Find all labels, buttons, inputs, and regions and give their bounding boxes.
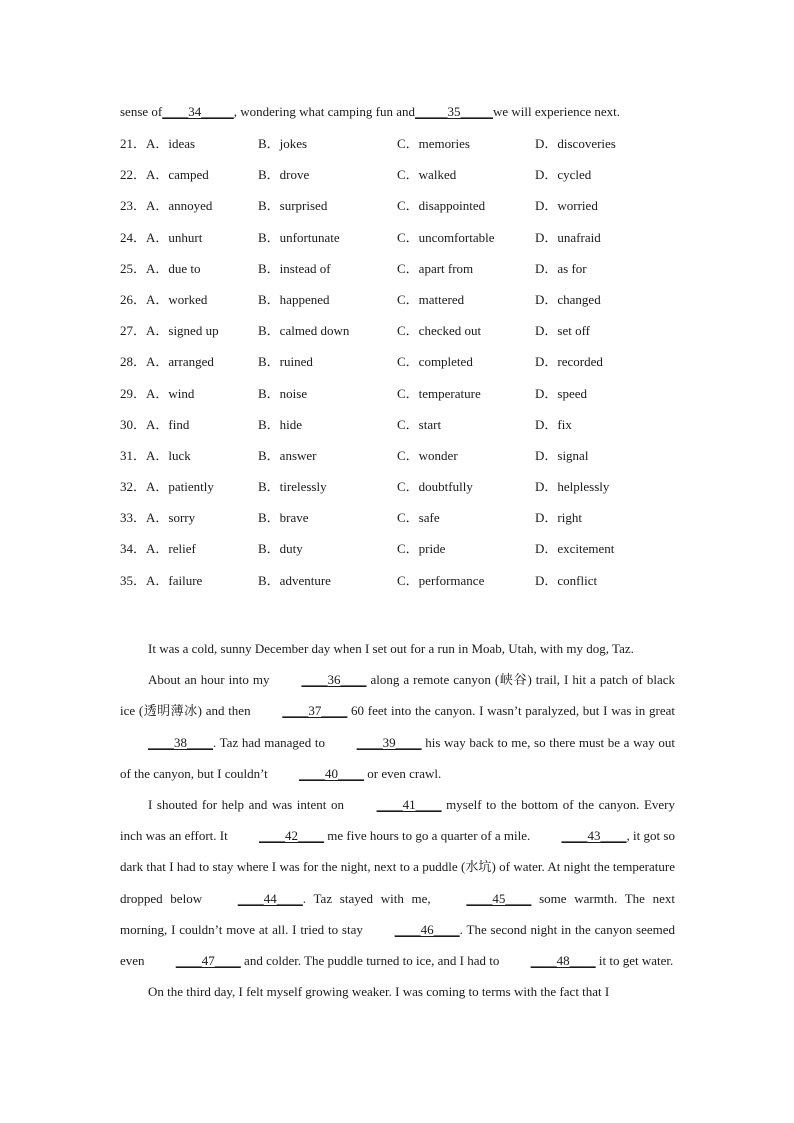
option-a: 31．A．luck: [120, 447, 191, 463]
option-row-35: [120, 572, 680, 603]
paragraph-3: [120, 789, 675, 976]
option-b: B．ruined: [258, 354, 313, 370]
paragraph-4: On the third day, I felt myself growing weaker. I was coming to terms with the fact that I: [148, 984, 610, 1000]
text-span: his way back to me, so there must be a way out of the canyon, but I couldn’t: [120, 734, 675, 781]
option-a: 29．A．wind: [120, 385, 195, 401]
option-b: B．jokes: [258, 136, 308, 151]
option-b: B．surprised: [258, 198, 328, 214]
option-c: C．start: [397, 416, 442, 432]
option-b: B．drove: [258, 167, 310, 183]
text-span: . Taz had managed to: [213, 734, 329, 750]
blank-43: ____43____: [561, 828, 627, 844]
option-row-26: [120, 291, 680, 322]
blank-44: ____44____: [237, 890, 303, 906]
reading-passage: [120, 633, 675, 1007]
blank-38: ____38____: [148, 734, 213, 750]
option-c: C．wonder: [397, 447, 458, 463]
option-d: D．worried: [535, 198, 598, 214]
option-b: B．hide: [258, 416, 303, 432]
option-c: C．disappointed: [397, 198, 486, 214]
option-d: D．set off: [535, 323, 591, 339]
option-row-29: [120, 385, 680, 416]
option-row-30: [120, 416, 680, 447]
option-d: D．unafraid: [535, 229, 601, 245]
option-row-23: [120, 197, 680, 228]
option-row-21: [120, 135, 680, 166]
option-d: D．as for: [535, 260, 587, 276]
option-b: B．noise: [258, 385, 308, 401]
blank-37: ____37____: [282, 703, 348, 719]
option-d: D．fix: [535, 416, 572, 432]
blank-46: ____46____: [394, 921, 460, 937]
option-a: 34．A．relief: [120, 541, 196, 557]
option-b: B．brave: [258, 510, 309, 526]
text-span: along a remote canyon (峡谷) trail, I hit a patch of black ice (透明薄冰) and then: [120, 672, 675, 719]
option-a: 26．A．worked: [120, 291, 208, 307]
option-c: C．checked out: [397, 323, 482, 339]
option-b: B．adventure: [258, 572, 331, 588]
option-row-34: [120, 540, 680, 571]
blank-39: ____39____: [356, 734, 422, 750]
option-row-33: [120, 509, 680, 540]
option-row-25: [120, 260, 680, 291]
option-c: C．walked: [397, 167, 457, 183]
options-list: [120, 135, 680, 603]
option-a: 33．A．sorry: [120, 510, 196, 526]
blank-34: ____34_____: [162, 104, 234, 119]
option-b: B．instead of: [258, 260, 331, 276]
blank-40: ____40____: [299, 765, 365, 781]
option-c: C．safe: [397, 510, 440, 526]
option-a: 25．A．due to: [120, 260, 201, 276]
blank-42: ____42____: [259, 828, 325, 844]
option-c: C．doubtfully: [397, 479, 473, 495]
text-span: some warmth. The next morning, I couldn’t move at all. I tried to stay: [120, 890, 676, 937]
text-span: , it got so dark that I had to stay where I was for the night, next to a puddle (水坑) of water. At night the temperature dropped below: [120, 828, 675, 906]
option-row-31: [120, 447, 680, 478]
option-b: B．calmed down: [258, 323, 350, 339]
option-d: D．speed: [535, 385, 587, 401]
option-row-32: [120, 478, 680, 509]
option-a: 30．A．find: [120, 416, 190, 432]
option-c: C．pride: [397, 541, 446, 557]
text-span: 60 feet into the canyon. I wasn’t paralyzed, but I was in great: [347, 703, 675, 719]
option-a: 35．A．failure: [120, 572, 203, 588]
text-span: it to get water.: [595, 953, 674, 969]
blank-35: _____35_____: [414, 104, 493, 119]
option-d: D．signal: [535, 447, 589, 463]
option-d: D．conflict: [535, 572, 598, 588]
option-c: C．mattered: [397, 291, 465, 307]
blank-45: ____45____: [466, 890, 532, 906]
text-span: About an hour into my: [148, 672, 274, 688]
option-d: D．changed: [535, 291, 601, 307]
option-a: 32．A．patiently: [120, 479, 214, 495]
option-b: B．happened: [258, 291, 330, 307]
option-c: C．temperature: [397, 385, 481, 401]
option-row-24: [120, 229, 680, 260]
text-span: . Taz stayed with me,: [302, 890, 439, 906]
option-a: 28．A．arranged: [120, 354, 214, 370]
option-a: 27．A．signed up: [120, 323, 219, 339]
blank-47: ____47____: [175, 953, 241, 969]
option-d: D．helplessly: [535, 479, 610, 495]
blank-36: ____36____: [301, 672, 367, 688]
text-span: , wondering what camping fun and: [233, 104, 415, 119]
option-b: B．unfortunate: [258, 229, 340, 245]
option-row-27: [120, 322, 680, 353]
option-c: C．completed: [397, 354, 473, 370]
option-d: D．cycled: [535, 167, 592, 183]
option-d: D．recorded: [535, 354, 603, 370]
option-a: 23．A．annoyed: [120, 198, 213, 214]
text-span: sense of: [120, 104, 163, 119]
text-span: or even crawl.: [364, 765, 442, 781]
text-span: and colder. The puddle turned to ice, and I had to: [240, 953, 503, 969]
option-d: D．excitement: [535, 541, 615, 557]
option-d: D．right: [535, 510, 582, 526]
text-span: myself to the bottom of the canyon. Every inch was an effort. It: [120, 797, 675, 844]
top-line: [120, 104, 680, 120]
option-a: 24．A．unhurt: [120, 229, 203, 245]
option-a: 22．A．camped: [120, 167, 209, 183]
option-b: B．duty: [258, 541, 303, 557]
text-span: I shouted for help and was intent on: [148, 797, 349, 813]
option-a: 21．A．ideas: [120, 136, 196, 151]
option-c: C．performance: [397, 572, 485, 588]
option-c: C．apart from: [397, 260, 474, 276]
option-c: C．memories: [397, 136, 470, 151]
option-d: D．discoveries: [535, 136, 616, 151]
text-span: me five hours to go a quarter of a mile.: [324, 828, 534, 844]
paragraph-2: [120, 664, 675, 789]
option-b: B．answer: [258, 447, 317, 463]
option-row-22: [120, 166, 680, 197]
text-span: we will experience next.: [492, 104, 621, 119]
option-b: B．tirelessly: [258, 479, 327, 495]
blank-41: ____41____: [376, 797, 442, 813]
option-c: C．uncomfortable: [397, 229, 495, 245]
paragraph-1: It was a cold, sunny December day when I set out for a run in Moab, Utah, with my dog, Taz.: [148, 641, 634, 656]
text-span: . The second night in the canyon seemed even: [120, 921, 675, 969]
option-row-28: [120, 353, 680, 384]
blank-48: ____48____: [530, 953, 596, 969]
